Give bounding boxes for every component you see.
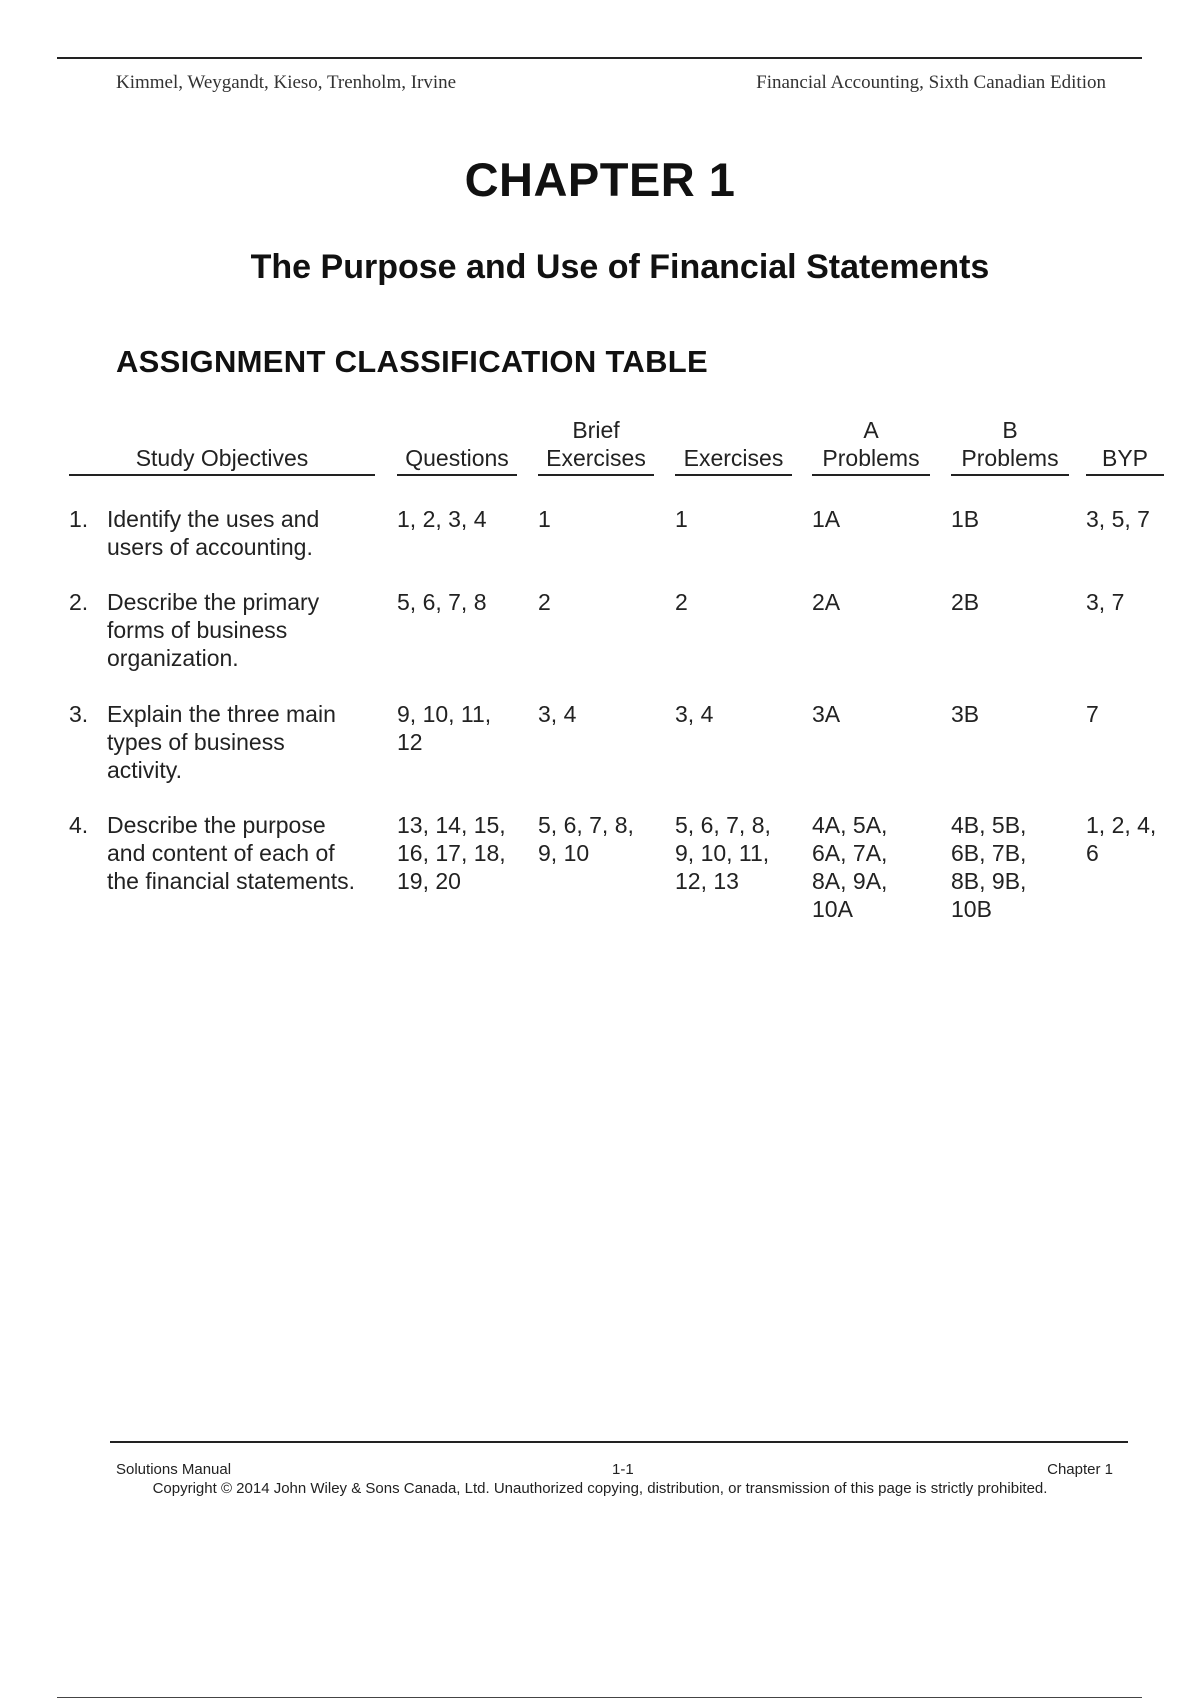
a-problems-cell (812, 811, 887, 923)
cell-line: types of business (107, 729, 285, 755)
cell-line: 1, 2, 3, 4 (397, 506, 487, 532)
questions-cell (397, 588, 487, 616)
cell-line: activity. (107, 757, 182, 783)
column-header-b-problems (951, 416, 1069, 476)
cell-line: Identify the uses and (107, 506, 320, 532)
bottom-rule (57, 1697, 1142, 1698)
b-problems-cell (951, 700, 979, 728)
cell-line: 3B (951, 701, 980, 727)
exercises-cell (675, 811, 771, 895)
chapter-title: CHAPTER 1 (464, 153, 736, 206)
column-header-line: B (1002, 417, 1018, 443)
cell-line: the financial statements. (107, 868, 356, 894)
cell-line: Describe the primary (107, 589, 320, 615)
column-header-a-problems (812, 416, 930, 476)
b-problems-cell (951, 588, 979, 616)
chapter-subtitle: The Purpose and Use of Financial Statements (250, 248, 990, 286)
byp-cell (1086, 700, 1099, 728)
column-header-study-objectives (69, 444, 375, 476)
cell-line: 2 (538, 589, 551, 615)
objective-text (107, 700, 336, 784)
objective-number: 1. (69, 506, 89, 532)
b-problems-cell (951, 505, 979, 533)
column-header-line: Questions (405, 445, 509, 471)
column-header-byp (1086, 444, 1164, 476)
cell-line: 4B, 5B, (951, 812, 1027, 838)
cell-line: 6A, 7A, (812, 840, 888, 866)
cell-line: 12 (397, 729, 423, 755)
cell-line: 8B, 9B, (951, 868, 1027, 894)
cell-line: 3, 4 (675, 701, 714, 727)
objective-text (107, 588, 319, 672)
exercises-cell (675, 588, 688, 616)
objective-text (107, 811, 355, 895)
cell-line: 5, 6, 7, 8, (538, 812, 634, 838)
cell-line: Describe the purpose (107, 812, 326, 838)
cell-line: 5, 6, 7, 8, (675, 812, 771, 838)
cell-line: 1, 2, 4, (1086, 812, 1157, 838)
objective-number: 3. (69, 701, 89, 727)
cell-line: 13, 14, 15, (397, 812, 506, 838)
cell-line: 5, 6, 7, 8 (397, 589, 487, 615)
footer-rule (110, 1441, 1128, 1443)
cell-line: 10A (812, 896, 853, 922)
objective-number: 2. (69, 589, 89, 615)
cell-line: 9, 10 (538, 840, 590, 866)
column-header-line: Exercises (683, 445, 784, 471)
brief-exercises-cell (538, 811, 634, 867)
column-header-line: Brief (572, 417, 620, 443)
a-problems-cell (812, 505, 840, 533)
objective-text (107, 505, 319, 561)
cell-line: 3, 4 (538, 701, 577, 727)
cell-line: Explain the three main (107, 701, 336, 727)
cell-line: 3, 5, 7 (1086, 506, 1150, 532)
cell-line: 19, 20 (397, 868, 461, 894)
brief-exercises-cell (538, 505, 551, 533)
cell-line: users of accounting. (107, 534, 313, 560)
cell-line: 3A (812, 701, 841, 727)
b-problems-cell (951, 811, 1026, 923)
column-header-line: BYP (1101, 445, 1149, 471)
cell-line: 3, 7 (1086, 589, 1125, 615)
cell-line: 2B (951, 589, 980, 615)
column-header-line: Problems (961, 445, 1059, 471)
footer-manual-label: Solutions Manual (116, 1461, 232, 1478)
header-authors: Kimmel, Weygandt, Kieso, Trenholm, Irvine (116, 72, 457, 93)
cell-line: 9, 10, 11, (675, 840, 770, 866)
cell-line: 6 (1086, 840, 1099, 866)
objective-number: 4. (69, 812, 89, 838)
questions-cell (397, 505, 487, 533)
header-book-title: Financial Accounting, Sixth Canadian Edition (756, 72, 1106, 93)
cell-line: and content of each of (107, 840, 335, 866)
table-heading: ASSIGNMENT CLASSIFICATION TABLE (116, 344, 708, 379)
cell-line: 1 (675, 506, 688, 532)
byp-cell (1086, 505, 1150, 533)
questions-cell (397, 700, 491, 756)
cell-line: organization. (107, 645, 239, 671)
cell-line: 7 (1086, 701, 1099, 727)
cell-line: 1B (951, 506, 980, 532)
column-header-line: A (863, 417, 879, 443)
exercises-cell (675, 505, 688, 533)
cell-line: 6B, 7B, (951, 840, 1027, 866)
footer-page-number: 1-1 (612, 1461, 634, 1478)
cell-line: 2 (675, 589, 688, 615)
byp-cell (1086, 811, 1156, 867)
column-header-brief-exercises (538, 416, 654, 476)
brief-exercises-cell (538, 588, 551, 616)
cell-line: forms of business (107, 617, 288, 643)
questions-cell (397, 811, 506, 895)
cell-line: 2A (812, 589, 841, 615)
footer-copyright: Copyright © 2014 John Wiley & Sons Canada, Ltd. Unauthorized copying, distribution, or transmission of this page is strictly prohibited. (152, 1480, 1048, 1497)
cell-line: 1A (812, 506, 841, 532)
top-rule (57, 57, 1142, 59)
byp-cell (1086, 588, 1124, 616)
cell-line: 16, 17, 18, (397, 840, 506, 866)
cell-line: 10B (951, 896, 992, 922)
footer-chapter-label: Chapter 1 (1047, 1461, 1113, 1478)
cell-line: 9, 10, 11, (397, 701, 492, 727)
column-header-exercises (675, 444, 792, 476)
column-header-questions (397, 444, 517, 476)
a-problems-cell (812, 700, 840, 728)
column-header-line: Problems (822, 445, 920, 471)
cell-line: 1 (538, 506, 551, 532)
cell-line: 12, 13 (675, 868, 739, 894)
column-header-line: Exercises (546, 445, 646, 471)
column-header-line: Study Objectives (135, 445, 309, 471)
brief-exercises-cell (538, 700, 576, 728)
cell-line: 8A, 9A, (812, 868, 888, 894)
a-problems-cell (812, 588, 840, 616)
exercises-cell (675, 700, 713, 728)
cell-line: 4A, 5A, (812, 812, 888, 838)
